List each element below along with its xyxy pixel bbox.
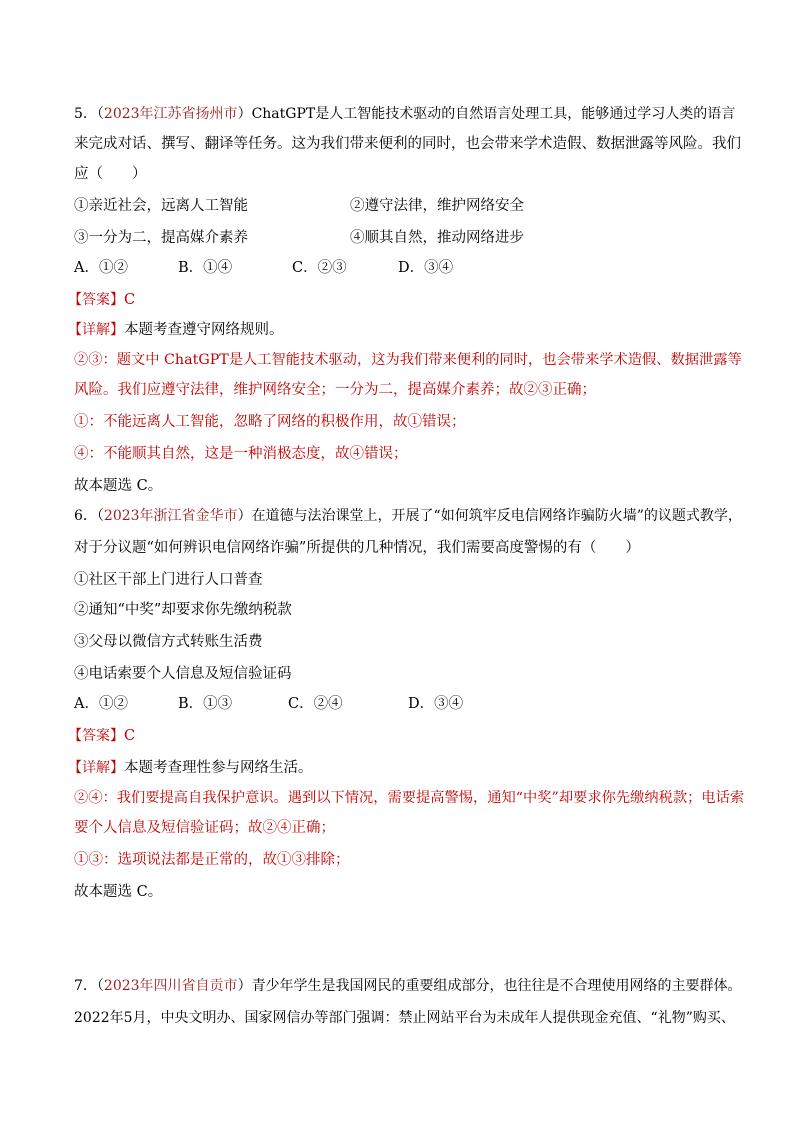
q5-option-a: A．①② xyxy=(74,260,128,276)
q5-stem-line1: 5．（2023年江苏省扬州市）ChatGPT是人工智能技术驱动的自然语言处理工具，能够通过学习人类的语言 xyxy=(74,106,736,122)
q5-number: 5．（ xyxy=(74,106,104,122)
q6-option-d: D．③④ xyxy=(408,696,464,712)
q6-stem-line2: 对于分议题“如何辨识电信网络诈骗”所提供的几种情况，我们需要高度警惕的有（ ） xyxy=(74,540,640,556)
q5-item-4: ④顺其自然，推动网络进步 xyxy=(350,230,524,246)
q5-option-d: D．③④ xyxy=(398,260,454,276)
q6-item-2: ②通知“中奖”却要求你先缴纳税款 xyxy=(74,602,292,618)
q6-option-b: B．①③ xyxy=(178,696,233,712)
q5-analysis-3: ④：不能顺其自然，这是一种消极态度，故④错误； xyxy=(74,446,408,462)
q5-conclusion: 故本题选 C。 xyxy=(74,478,163,494)
q5-analysis-1a: ②③：题文中 ChatGPT是人工智能技术驱动，这为我们带来便利的同时，也会带来学术造假、数据泄露等 xyxy=(74,352,742,368)
q5-item-3: ③一分为二，提高媒介素养 xyxy=(74,230,248,246)
q6-number: 6．（ xyxy=(74,508,104,524)
q6-conclusion: 故本题选 C。 xyxy=(74,884,163,900)
q5-option-b: B．①④ xyxy=(178,260,233,276)
q5-detail: 【详解】本题考查遵守网络规则。 xyxy=(68,322,284,338)
q5-answer: 【答案】C xyxy=(68,292,136,308)
q5-item-2: ②遵守法律，维护网络安全 xyxy=(350,198,524,214)
q6-analysis-1a: ②④：我们要提高自我保护意识。遇到以下情况，需要提高警惕，通知“中奖”却要求你先缴纳税款；电话索 xyxy=(74,790,745,806)
q5-source: 2023年江苏省扬州市 xyxy=(103,106,238,122)
q7-number: 7．（ xyxy=(74,978,104,994)
q6-option-c: C．②④ xyxy=(288,696,343,712)
q7-source: 2023年四川省自贡市 xyxy=(103,978,238,994)
q6-item-1: ①社区干部上门进行人口普查 xyxy=(74,572,263,588)
q5-item-1: ①亲近社会，远离人工智能 xyxy=(74,198,248,214)
q6-item-3: ③父母以微信方式转账生活费 xyxy=(74,634,263,650)
q6-stem-line1: 6．（2023年浙江省金华市）在道德与法治课堂上，开展了“如何筑牢反电信网络诈骗防火墙”的议题式教学， xyxy=(74,508,742,524)
q6-item-4: ④电话索要个人信息及短信验证码 xyxy=(74,666,292,682)
q5-stem-line3: 应（ ） xyxy=(74,166,147,182)
q5-analysis-1b: 风险。我们应遵守法律，维护网络安全；一分为二，提高媒介素养；故②③正确； xyxy=(74,382,596,398)
q7-stem-line2: 2022年5月，中央文明办、国家网信办等部门强调：禁止网站平台为未成年人提供现金充值、“礼物”购买、 xyxy=(74,1010,735,1026)
q7-stem-line1: 7．（2023年四川省自贡市）青少年学生是我国网民的重要组成部分，也往往是不合理使用网络的主要群体。 xyxy=(74,978,742,994)
q6-analysis-1b: 要个人信息及短信验证码；故②④正确； xyxy=(74,820,335,836)
q5-option-c: C．②③ xyxy=(292,260,347,276)
q6-analysis-2: ①③：选项说法都是正常的，故①③排除； xyxy=(74,852,350,868)
q5-analysis-2: ①：不能远离人工智能，忽略了网络的积极作用，故①错误； xyxy=(74,414,466,430)
q6-source: 2023年浙江省金华市 xyxy=(103,508,238,524)
q5-stem-line2: 来完成对话、撰写、翻译等任务。这为我们带来便利的同时，也会带来学术造假、数据泄露等风险。我们 xyxy=(74,136,741,152)
q6-detail: 【详解】本题考查理性参与网络生活。 xyxy=(68,760,313,776)
q6-option-a: A．①② xyxy=(74,696,128,712)
q6-answer: 【答案】C xyxy=(68,728,136,744)
